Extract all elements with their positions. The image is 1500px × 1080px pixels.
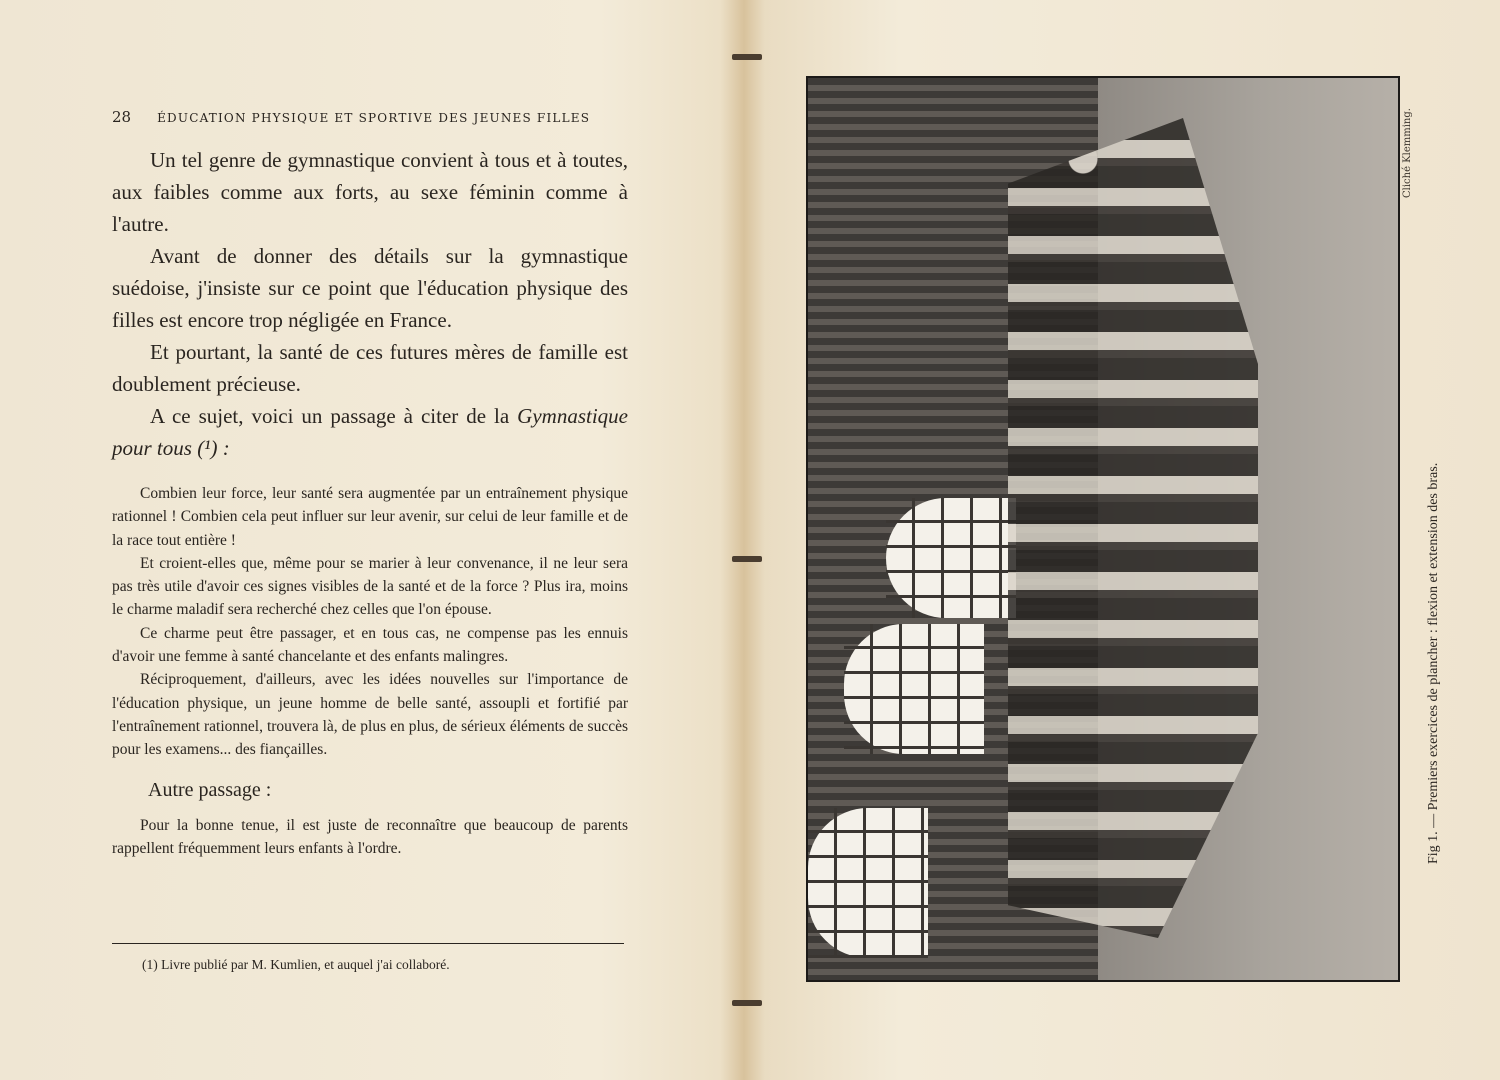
citation-intro [112, 400, 628, 464]
photo-window [886, 498, 1016, 618]
second-quote: Pour la bonne tenue, il est juste de reconnaître que beaucoup de parents rappellent fréquemment leurs enfants à l'ordre. [112, 816, 628, 857]
page-number: 28 [112, 108, 132, 126]
paragraph: Avant de donner des détails sur la gymnastique suédoise, j'insiste sur ce point que l'éducation physique des filles est encore trop négligée en France. [112, 244, 628, 332]
paragraph: Un tel genre de gymnastique convient à tous et à toutes, aux faibles comme aux forts, au sexe féminin comme à l'autre. [112, 148, 628, 236]
binding-staple [732, 1000, 762, 1006]
quote-paragraph: Ce charme peut être passager, et en tous cas, ne compense pas les ennuis d'avoir une femme à santé chancelante et des enfants malingres. [112, 624, 628, 666]
quote-paragraph: Réciproquement, d'ailleurs, avec les idées nouvelles sur l'importance de l'éducation physique, un jeune homme de belle santé, assoupli et fortifié par l'entraînement rationnel, trouvera là, de plus en plus, de sérieux éléments de succès pour les examens... des fiançailles. [112, 671, 628, 759]
photo-window [808, 808, 928, 958]
photo-credit: Cliché Klemming. [1402, 108, 1413, 198]
quote-paragraph: Combien leur force, leur santé sera augmentée par un entraînement physique rationnel ! Combien cela peut influer sur leur avenir, sur celui de leur famille et de la race tout entière ! [112, 485, 628, 549]
photo-window [844, 624, 984, 754]
quote-paragraph: Et croient-elles que, même pour se marier à leur convenance, il ne leur sera pas très utile d'avoir ces signes visibles de la santé et de la force ? Plus ira, moins le charme maladif sera recherché chez celles que l'on épouse. [112, 554, 628, 619]
running-head-title: ÉDUCATION PHYSIQUE ET SPORTIVE DES JEUNES FILLES [157, 111, 591, 125]
footnote: (1) Livre publié par M. Kumlien, et auquel j'ai collaboré. [142, 957, 450, 972]
figure-photo [806, 76, 1400, 982]
body-text [112, 144, 628, 860]
citation-title: Gymnastique pour tous [112, 404, 628, 460]
citation-footnote-ref: (¹) : [191, 436, 230, 460]
running-head [112, 108, 628, 128]
footnote-rule [112, 943, 624, 944]
figure-caption: Fig 1. — Premiers exercices de plancher : flexion et extension des bras. [1426, 462, 1441, 864]
binding-staple [732, 556, 762, 562]
caption-area [1406, 76, 1446, 978]
citation-intro-text: A ce sujet, voici un passage à citer de la [150, 404, 518, 428]
binding-staple [732, 54, 762, 60]
autre-passage-heading: Autre passage : [148, 778, 272, 801]
quote-block [112, 482, 628, 762]
paragraph: Et pourtant, la santé de ces futures mères de famille est doublement précieuse. [112, 340, 628, 396]
left-page [112, 100, 628, 1000]
